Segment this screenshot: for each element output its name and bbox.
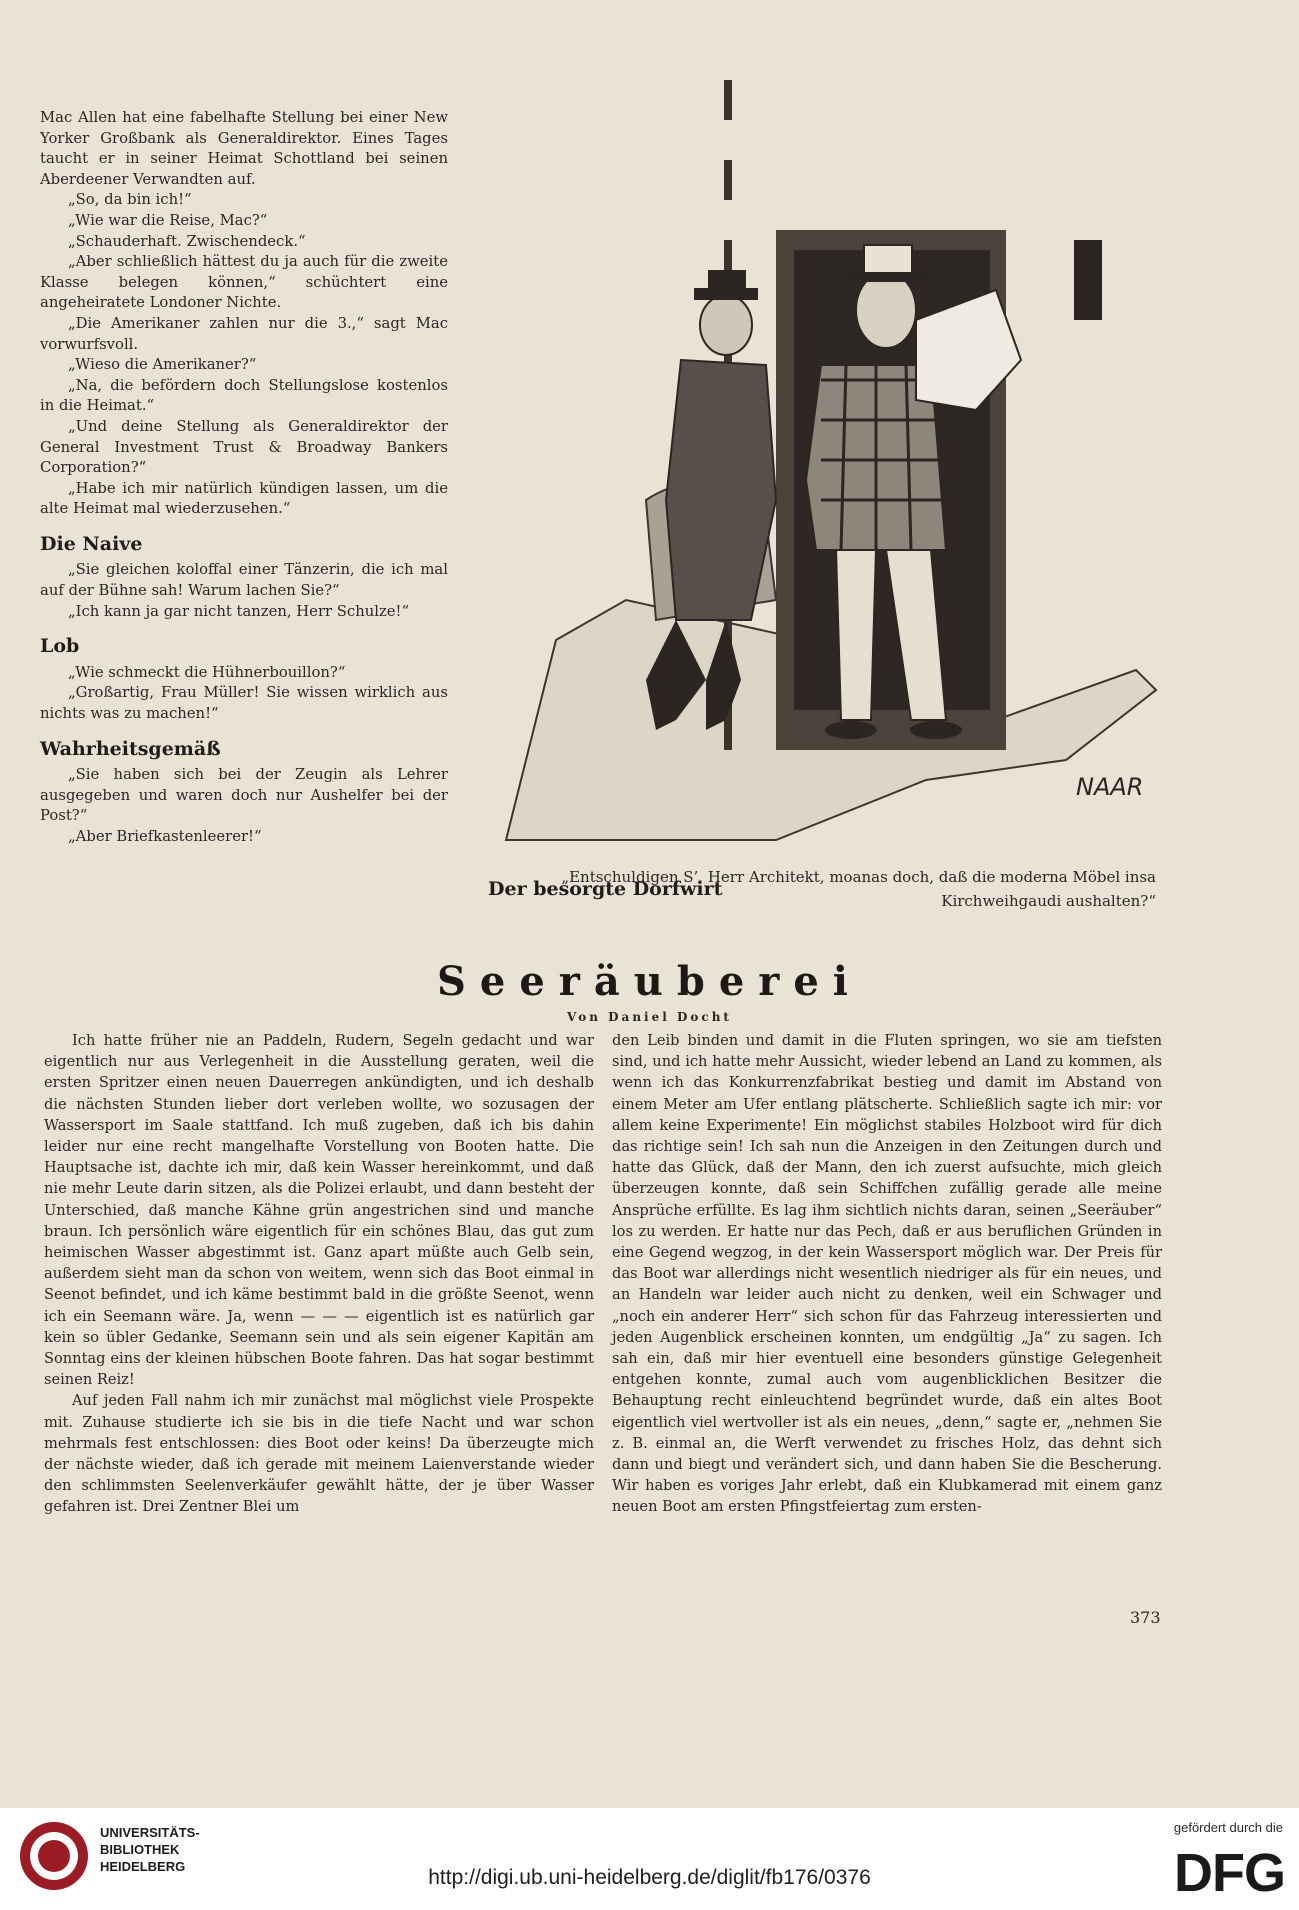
- joke-heading-lob: Lob: [40, 635, 80, 658]
- joke-1-p7: „Wieso die Amerikaner?“: [68, 356, 257, 374]
- joke-heading-wahrheitsgemaess: Wahrheitsgemäß: [40, 737, 221, 760]
- library-name-line: HEIDELBERG: [100, 1859, 186, 1874]
- page-number: 373: [1130, 1608, 1161, 1627]
- article-paragraph: Ich hatte früher nie an Paddeln, Rudern, Segeln gedacht und war eigentlich nur aus Verlegenheit in die Ausstellung geraten, weil die ersten Spritzer einen neuen Dauerregen ankündigten, und ich deshalb die nächsten Stunden lieber dort verleben wollte, wo sozusagen der Wassersport im Saale stattfand. Ich muß zugeben, daß ich bis dahin leider nur eine recht mangelhafte Vorstellung von Booten hatte. Die Hauptsache ist, dachte ich mir, daß kein Wasser hereinkommt, und daß nie mehr Leute darin sitzen, als die Polizei erlaubt, und dann besteht der Unterschied, daß manche Kähne grün angestrichen sind und manche braun. Ich persönlich wäre eigentlich für ein schönes Blau, das gut zum heimischen Wasser abgestimmt ist. Ganz apart müßte auch Gelb sein, außerdem sieht man da schon von weitem, wenn sich das Boot einmal in Seenot befindet, und ich käme bestimmt bald in die größte Seenot, wenn ich ein Seemann wäre. Ja, wenn — — — eigentlich ist es natürlich gar kein so übler Gedanke, Seemann sein und als sein eigener Kapitän am Sonntag eins der kleinen hübschen Boote fahren. Das hat sogar bestimmt seinen Reiz!: [44, 1032, 594, 1389]
- article-column-2: [612, 1030, 1162, 1518]
- joke-1-p10: „Habe ich mir natürlich kündigen lassen, um die alte Heimat mal wiederzusehen.“: [40, 479, 448, 518]
- joke-1-p6: „Die Amerikaner zahlen nur die 3.,“ sagt Mac vorwurfsvoll.: [40, 314, 448, 353]
- joke-1-p2: „So, da bin ich!“: [68, 191, 192, 209]
- cartoon-illustration: [476, 80, 1166, 870]
- library-name-line: UNIVERSITÄTS-: [100, 1825, 200, 1840]
- joke-heading-naive: Die Naive: [40, 532, 143, 555]
- joke-2-p1: „Sie gleichen koloffal einer Tänzerin, die ich mal auf der Bühne sah! Warum lachen Sie?“: [40, 561, 448, 600]
- article-column-1: [44, 1030, 594, 1518]
- joke-1-p1: Mac Allen hat eine fabelhafte Stellung bei einer New Yorker Großbank als Generaldirektor. Eines Tages taucht er in seiner Heimat Schottland bei seinen Aberdeener Verwandten auf.: [40, 109, 448, 188]
- article-author: Von Daniel Docht: [567, 1010, 732, 1024]
- article-paragraph: Auf jeden Fall nahm ich mir zunächst mal möglichst viele Prospekte mit. Zuhause studierte ich sie bis in die tiefe Nacht und war schon mehrmals fest entschlossen: dies Boot oder keins! Da überzeugte mich der nächste wieder, daß ich gerade mit meinem Laienverstande wieder den schlimmsten Seelenverkäufer gewählt hätte, der je über Wasser gefahren ist. Drei Zentner Blei um: [44, 1392, 594, 1516]
- illustration-caption: „Entschuldigen S’, Herr Architekt, moanas doch, daß die moderna Möbel insa Kirchweihgaudi aushalten?“: [561, 868, 1156, 910]
- article-paragraph: den Leib binden und damit in die Fluten springen, wo sie am tiefsten sind, und ich hatte mehr Aussicht, wieder lebend an Land zu kommen, als wenn ich das Konkurrenzfabrikat bestieg und damit im Abstand von einem Meter am Ufer entlang plätscherte. Schließlich sagte ich mir: vor allem keine Experimente! Ein möglichst stabiles Holzboot wird für dich das richtige sein! Ich sah nun die Anzeigen in den Zeitungen durch und hatte das Glück, daß der Mann, den ich zuerst aufsuchte, mich gleich überzeugen konnte, daß sein Schiffchen zufällig gerade alle meine Ansprüche erfüllte. Es lag ihm sichtlich nichts daran, seinen „Seeräuber“ los zu werden. Er hatte nur das Pech, daß er aus beruflichen Gründen in eine Gegend wegzog, in der kein Wassersport möglich war. Der Preis für das Boot war allerdings nicht wesentlich niedriger als für ein neues, und an Handeln war leider auch nicht zu denken, weil ein Schwager und „noch ein anderer Herr“ sich schon für das Fahrzeug interessierten und jeden Augenblick erscheinen konnten, um endgültig „Ja“ zu sagen. Ich sah ein, daß mir hier eventuell eine besonders günstige Gelegenheit entgehen konnte, zumal auch vom augenblicklichen Besitzer die Behauptung recht einleuchtend begründet wurde, daß ein altes Boot eigentlich viel wertvoller ist als ein neues, „denn,“ sagte er, „nehmen Sie z. B. einmal an, die Werft verwendet zu frisches Holz, das dehnt sich dann und biegt und verändert sich, und dann haben Sie die Bescherung. Wir haben es voriges Jahr erlebt, daß ein Klubkamerad mit einem ganz neuen Boot am ersten Pfingstfeiertag zum ersten-: [612, 1032, 1162, 1516]
- joke-4-p2: „Aber Briefkastenleerer!“: [68, 828, 262, 845]
- joke-1-p8: „Na, die befördern doch Stellungslose kostenlos in die Heimat.“: [40, 376, 448, 415]
- joke-1-p4: „Schauderhaft. Zwischendeck.“: [68, 232, 306, 250]
- joke-3-p2: „Großartig, Frau Müller! Sie wissen wirklich aus nichts was zu machen!“: [40, 684, 448, 723]
- joke-1-p9: „Und deine Stellung als Generaldirektor der General Investment Trust & Broadway Bankers Corporation?“: [40, 417, 448, 477]
- joke-1-p5: „Aber schließlich hättest du ja auch für die zweite Klasse belegen können,“ schüchtert eine angeheiratete Londoner Nichte.: [40, 253, 448, 312]
- illustration-caption-title: Der besorgte Dorfwirt: [488, 878, 723, 900]
- library-name-line: BIBLIOTHEK: [100, 1842, 180, 1857]
- jokes-column: [40, 108, 448, 848]
- article-title: Seeräuberei: [437, 958, 862, 1005]
- dfg-logo[interactable]: DFG: [1174, 1843, 1285, 1903]
- viewer-footer: [0, 1808, 1299, 1910]
- joke-4-p1: „Sie haben sich bei der Zeugin als Lehrer ausgegeben und waren doch nur Aushelfer bei der Post?“: [40, 766, 448, 825]
- joke-3-p1: „Wie schmeckt die Hühnerbouillon?“: [68, 663, 346, 681]
- joke-2-p2: „Ich kann ja gar nicht tanzen, Herr Schulze!“: [68, 602, 410, 620]
- joke-1-p3: „Wie war die Reise, Mac?“: [68, 211, 268, 229]
- illustration-signature: NAAR: [1076, 773, 1144, 801]
- funding-label: gefördert durch die: [1173, 1820, 1283, 1835]
- permalink-url[interactable]: http://digi.ub.uni-heidelberg.de/diglit/fb176/0376: [428, 1866, 871, 1889]
